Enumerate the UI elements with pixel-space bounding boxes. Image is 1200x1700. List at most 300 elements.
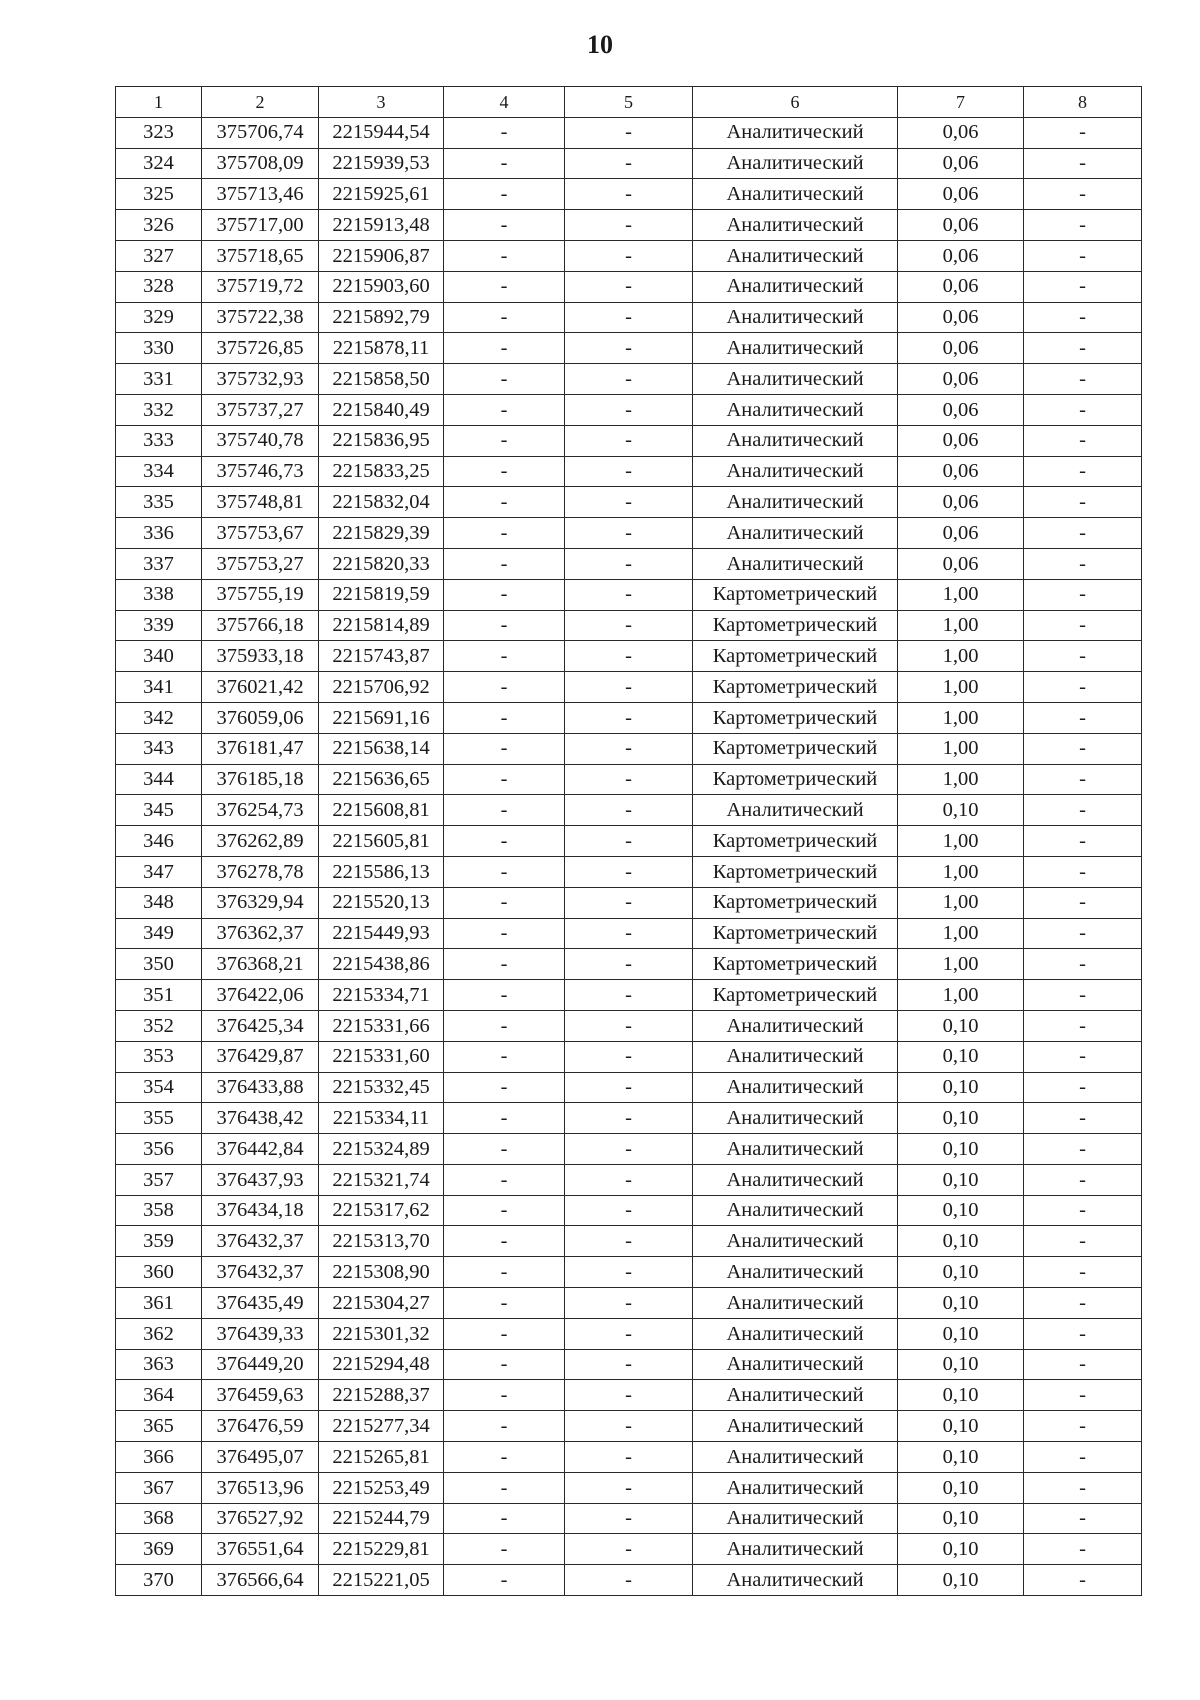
- accuracy-cell: 0,10: [898, 1288, 1024, 1319]
- table-row: [116, 1318, 1142, 1349]
- y-coordinate-cell: 2215878,11: [319, 333, 444, 364]
- method-cell: Аналитический: [693, 179, 898, 210]
- column-8-cell: -: [1024, 1565, 1142, 1596]
- method-cell: Аналитический: [693, 487, 898, 518]
- column-8-cell: -: [1024, 826, 1142, 857]
- table-row: [116, 702, 1142, 733]
- accuracy-cell: 0,10: [898, 1226, 1024, 1257]
- accuracy-cell: 0,06: [898, 364, 1024, 395]
- column-5-cell: -: [565, 949, 693, 980]
- table-row: [116, 364, 1142, 395]
- y-coordinate-cell: 2215304,27: [319, 1288, 444, 1319]
- method-cell: Аналитический: [693, 1442, 898, 1473]
- y-coordinate-cell: 2215308,90: [319, 1257, 444, 1288]
- column-8-cell: -: [1024, 887, 1142, 918]
- column-4-cell: -: [444, 1010, 565, 1041]
- column-8-cell: -: [1024, 641, 1142, 672]
- column-4-cell: -: [444, 672, 565, 703]
- accuracy-cell: 0,10: [898, 1442, 1024, 1473]
- column-5-cell: -: [565, 918, 693, 949]
- y-coordinate-cell: 2215520,13: [319, 887, 444, 918]
- x-coordinate-cell: 375708,09: [202, 148, 319, 179]
- column-5-cell: -: [565, 1534, 693, 1565]
- column-5-cell: -: [565, 518, 693, 549]
- x-coordinate-cell: 376476,59: [202, 1411, 319, 1442]
- x-coordinate-cell: 376495,07: [202, 1442, 319, 1473]
- y-coordinate-cell: 2215331,66: [319, 1010, 444, 1041]
- column-8-cell: -: [1024, 1195, 1142, 1226]
- point-number-cell: 340: [116, 641, 202, 672]
- method-cell: Картометрический: [693, 856, 898, 887]
- x-coordinate-cell: 375748,81: [202, 487, 319, 518]
- y-coordinate-cell: 2215332,45: [319, 1072, 444, 1103]
- column-4-cell: -: [444, 702, 565, 733]
- column-5-cell: -: [565, 302, 693, 333]
- column-8-cell: -: [1024, 610, 1142, 641]
- y-coordinate-cell: 2215913,48: [319, 210, 444, 241]
- point-number-cell: 338: [116, 579, 202, 610]
- column-5-cell: -: [565, 1010, 693, 1041]
- column-4-cell: -: [444, 548, 565, 579]
- table-row: [116, 1134, 1142, 1165]
- table-row: [116, 949, 1142, 980]
- column-8-cell: -: [1024, 1288, 1142, 1319]
- accuracy-cell: 0,10: [898, 1195, 1024, 1226]
- accuracy-cell: 1,00: [898, 733, 1024, 764]
- method-cell: Аналитический: [693, 1257, 898, 1288]
- accuracy-cell: 0,10: [898, 1534, 1024, 1565]
- point-number-cell: 328: [116, 271, 202, 302]
- point-number-cell: 355: [116, 1103, 202, 1134]
- point-number-cell: 365: [116, 1411, 202, 1442]
- accuracy-cell: 0,06: [898, 117, 1024, 148]
- accuracy-cell: 1,00: [898, 610, 1024, 641]
- x-coordinate-cell: 375719,72: [202, 271, 319, 302]
- column-5-cell: -: [565, 610, 693, 641]
- point-number-cell: 327: [116, 240, 202, 271]
- column-4-cell: -: [444, 1472, 565, 1503]
- x-coordinate-cell: 376513,96: [202, 1472, 319, 1503]
- method-cell: Аналитический: [693, 1072, 898, 1103]
- column-8-cell: -: [1024, 302, 1142, 333]
- x-coordinate-cell: 376059,06: [202, 702, 319, 733]
- table-row: [116, 1565, 1142, 1596]
- method-cell: Аналитический: [693, 1164, 898, 1195]
- column-5-cell: -: [565, 1072, 693, 1103]
- column-8-cell: -: [1024, 548, 1142, 579]
- table-row: [116, 148, 1142, 179]
- y-coordinate-cell: 2215892,79: [319, 302, 444, 333]
- table-row: [116, 425, 1142, 456]
- column-4-cell: -: [444, 949, 565, 980]
- column-8-cell: -: [1024, 1072, 1142, 1103]
- table-row: [116, 271, 1142, 302]
- x-coordinate-cell: 376434,18: [202, 1195, 319, 1226]
- y-coordinate-cell: 2215317,62: [319, 1195, 444, 1226]
- accuracy-cell: 0,06: [898, 240, 1024, 271]
- column-4-cell: -: [444, 980, 565, 1011]
- table-row: [116, 1380, 1142, 1411]
- table-row: [116, 1257, 1142, 1288]
- column-8-cell: -: [1024, 980, 1142, 1011]
- point-number-cell: 347: [116, 856, 202, 887]
- accuracy-cell: 0,06: [898, 271, 1024, 302]
- table-row: [116, 826, 1142, 857]
- point-number-cell: 363: [116, 1349, 202, 1380]
- accuracy-cell: 0,10: [898, 1565, 1024, 1596]
- y-coordinate-cell: 2215706,92: [319, 672, 444, 703]
- point-number-cell: 359: [116, 1226, 202, 1257]
- table-row: [116, 980, 1142, 1011]
- method-cell: Аналитический: [693, 1565, 898, 1596]
- x-coordinate-cell: 376329,94: [202, 887, 319, 918]
- table-row: [116, 548, 1142, 579]
- column-8-cell: -: [1024, 518, 1142, 549]
- column-8-cell: -: [1024, 394, 1142, 425]
- accuracy-cell: 0,06: [898, 333, 1024, 364]
- column-8-cell: -: [1024, 425, 1142, 456]
- column-5-cell: -: [565, 179, 693, 210]
- y-coordinate-cell: 2215313,70: [319, 1226, 444, 1257]
- column-8-cell: -: [1024, 271, 1142, 302]
- x-coordinate-cell: 376021,42: [202, 672, 319, 703]
- x-coordinate-cell: 376435,49: [202, 1288, 319, 1319]
- y-coordinate-cell: 2215820,33: [319, 548, 444, 579]
- accuracy-cell: 1,00: [898, 826, 1024, 857]
- method-cell: Аналитический: [693, 1041, 898, 1072]
- column-header: 2: [202, 87, 319, 118]
- point-number-cell: 323: [116, 117, 202, 148]
- header-row: [116, 87, 1142, 118]
- column-4-cell: -: [444, 1534, 565, 1565]
- column-header: 1: [116, 87, 202, 118]
- x-coordinate-cell: 376185,18: [202, 764, 319, 795]
- column-5-cell: -: [565, 240, 693, 271]
- column-5-cell: -: [565, 1226, 693, 1257]
- x-coordinate-cell: 376566,64: [202, 1565, 319, 1596]
- y-coordinate-cell: 2215294,48: [319, 1349, 444, 1380]
- method-cell: Аналитический: [693, 1195, 898, 1226]
- table-row: [116, 179, 1142, 210]
- table-row: [116, 641, 1142, 672]
- x-coordinate-cell: 375737,27: [202, 394, 319, 425]
- table-row: [116, 1072, 1142, 1103]
- x-coordinate-cell: 376432,37: [202, 1226, 319, 1257]
- column-4-cell: -: [444, 240, 565, 271]
- column-5-cell: -: [565, 548, 693, 579]
- column-5-cell: -: [565, 856, 693, 887]
- coordinates-table: [115, 86, 1142, 1596]
- x-coordinate-cell: 376262,89: [202, 826, 319, 857]
- accuracy-cell: 0,10: [898, 1072, 1024, 1103]
- accuracy-cell: 0,10: [898, 1349, 1024, 1380]
- accuracy-cell: 0,10: [898, 1380, 1024, 1411]
- accuracy-cell: 1,00: [898, 579, 1024, 610]
- table-row: [116, 1103, 1142, 1134]
- table-row: [116, 1442, 1142, 1473]
- point-number-cell: 329: [116, 302, 202, 333]
- column-4-cell: -: [444, 1318, 565, 1349]
- column-4-cell: -: [444, 1411, 565, 1442]
- x-coordinate-cell: 375722,38: [202, 302, 319, 333]
- column-5-cell: -: [565, 487, 693, 518]
- column-4-cell: -: [444, 1195, 565, 1226]
- y-coordinate-cell: 2215265,81: [319, 1442, 444, 1473]
- y-coordinate-cell: 2215939,53: [319, 148, 444, 179]
- column-5-cell: -: [565, 1288, 693, 1319]
- accuracy-cell: 0,10: [898, 1103, 1024, 1134]
- method-cell: Аналитический: [693, 1288, 898, 1319]
- column-header: 3: [319, 87, 444, 118]
- y-coordinate-cell: 2215638,14: [319, 733, 444, 764]
- column-5-cell: -: [565, 1103, 693, 1134]
- column-5-cell: -: [565, 271, 693, 302]
- x-coordinate-cell: 376362,37: [202, 918, 319, 949]
- x-coordinate-cell: 376422,06: [202, 980, 319, 1011]
- column-4-cell: -: [444, 425, 565, 456]
- y-coordinate-cell: 2215438,86: [319, 949, 444, 980]
- method-cell: Аналитический: [693, 333, 898, 364]
- point-number-cell: 341: [116, 672, 202, 703]
- accuracy-cell: 0,10: [898, 1041, 1024, 1072]
- point-number-cell: 349: [116, 918, 202, 949]
- column-8-cell: -: [1024, 179, 1142, 210]
- column-8-cell: -: [1024, 1380, 1142, 1411]
- column-4-cell: -: [444, 579, 565, 610]
- column-4-cell: -: [444, 333, 565, 364]
- column-4-cell: -: [444, 795, 565, 826]
- point-number-cell: 356: [116, 1134, 202, 1165]
- x-coordinate-cell: 376433,88: [202, 1072, 319, 1103]
- column-8-cell: -: [1024, 1164, 1142, 1195]
- column-8-cell: -: [1024, 1041, 1142, 1072]
- column-5-cell: -: [565, 1257, 693, 1288]
- column-8-cell: -: [1024, 1472, 1142, 1503]
- column-5-cell: -: [565, 148, 693, 179]
- x-coordinate-cell: 375755,19: [202, 579, 319, 610]
- y-coordinate-cell: 2215244,79: [319, 1503, 444, 1534]
- column-4-cell: -: [444, 364, 565, 395]
- y-coordinate-cell: 2215334,71: [319, 980, 444, 1011]
- column-4-cell: -: [444, 1257, 565, 1288]
- x-coordinate-cell: 376442,84: [202, 1134, 319, 1165]
- point-number-cell: 332: [116, 394, 202, 425]
- x-coordinate-cell: 375732,93: [202, 364, 319, 395]
- table-row: [116, 456, 1142, 487]
- y-coordinate-cell: 2215819,59: [319, 579, 444, 610]
- x-coordinate-cell: 376437,93: [202, 1164, 319, 1195]
- table-body: [116, 117, 1142, 1595]
- column-5-cell: -: [565, 1503, 693, 1534]
- method-cell: Аналитический: [693, 1318, 898, 1349]
- table-row: [116, 333, 1142, 364]
- column-8-cell: -: [1024, 1257, 1142, 1288]
- accuracy-cell: 0,10: [898, 1164, 1024, 1195]
- y-coordinate-cell: 2215253,49: [319, 1472, 444, 1503]
- column-4-cell: -: [444, 179, 565, 210]
- y-coordinate-cell: 2215324,89: [319, 1134, 444, 1165]
- x-coordinate-cell: 376181,47: [202, 733, 319, 764]
- table-row: [116, 1503, 1142, 1534]
- point-number-cell: 342: [116, 702, 202, 733]
- accuracy-cell: 1,00: [898, 641, 1024, 672]
- method-cell: Аналитический: [693, 1411, 898, 1442]
- accuracy-cell: 1,00: [898, 764, 1024, 795]
- column-4-cell: -: [444, 302, 565, 333]
- column-8-cell: -: [1024, 364, 1142, 395]
- method-cell: Картометрический: [693, 949, 898, 980]
- accuracy-cell: 0,10: [898, 1134, 1024, 1165]
- table-row: [116, 1195, 1142, 1226]
- y-coordinate-cell: 2215906,87: [319, 240, 444, 271]
- x-coordinate-cell: 375766,18: [202, 610, 319, 641]
- y-coordinate-cell: 2215301,32: [319, 1318, 444, 1349]
- method-cell: Аналитический: [693, 548, 898, 579]
- column-5-cell: -: [565, 826, 693, 857]
- x-coordinate-cell: 376439,33: [202, 1318, 319, 1349]
- column-8-cell: -: [1024, 1411, 1142, 1442]
- method-cell: Аналитический: [693, 1226, 898, 1257]
- x-coordinate-cell: 375746,73: [202, 456, 319, 487]
- y-coordinate-cell: 2215836,95: [319, 425, 444, 456]
- table-row: [116, 918, 1142, 949]
- column-8-cell: -: [1024, 487, 1142, 518]
- column-4-cell: -: [444, 887, 565, 918]
- point-number-cell: 325: [116, 179, 202, 210]
- column-8-cell: -: [1024, 1442, 1142, 1473]
- column-4-cell: -: [444, 117, 565, 148]
- method-cell: Картометрический: [693, 764, 898, 795]
- y-coordinate-cell: 2215605,81: [319, 826, 444, 857]
- accuracy-cell: 0,06: [898, 302, 1024, 333]
- accuracy-cell: 0,10: [898, 795, 1024, 826]
- accuracy-cell: 0,10: [898, 1472, 1024, 1503]
- accuracy-cell: 0,10: [898, 1318, 1024, 1349]
- column-4-cell: -: [444, 1041, 565, 1072]
- method-cell: Аналитический: [693, 456, 898, 487]
- table-row: [116, 518, 1142, 549]
- column-4-cell: -: [444, 1072, 565, 1103]
- point-number-cell: 331: [116, 364, 202, 395]
- table-row: [116, 1041, 1142, 1072]
- column-8-cell: -: [1024, 1349, 1142, 1380]
- accuracy-cell: 0,06: [898, 210, 1024, 241]
- accuracy-cell: 0,06: [898, 487, 1024, 518]
- accuracy-cell: 0,10: [898, 1010, 1024, 1041]
- column-4-cell: -: [444, 487, 565, 518]
- method-cell: Картометрический: [693, 702, 898, 733]
- y-coordinate-cell: 2215449,93: [319, 918, 444, 949]
- x-coordinate-cell: 376438,42: [202, 1103, 319, 1134]
- table-row: [116, 887, 1142, 918]
- column-8-cell: -: [1024, 333, 1142, 364]
- table-row: [116, 733, 1142, 764]
- y-coordinate-cell: 2215840,49: [319, 394, 444, 425]
- column-4-cell: -: [444, 733, 565, 764]
- y-coordinate-cell: 2215691,16: [319, 702, 444, 733]
- column-5-cell: -: [565, 1472, 693, 1503]
- table-row: [116, 856, 1142, 887]
- method-cell: Аналитический: [693, 394, 898, 425]
- accuracy-cell: 0,06: [898, 394, 1024, 425]
- column-4-cell: -: [444, 148, 565, 179]
- point-number-cell: 344: [116, 764, 202, 795]
- method-cell: Картометрический: [693, 826, 898, 857]
- column-5-cell: -: [565, 333, 693, 364]
- point-number-cell: 339: [116, 610, 202, 641]
- column-5-cell: -: [565, 1411, 693, 1442]
- column-4-cell: -: [444, 210, 565, 241]
- x-coordinate-cell: 375933,18: [202, 641, 319, 672]
- column-4-cell: -: [444, 1565, 565, 1596]
- table-row: [116, 1349, 1142, 1380]
- method-cell: Картометрический: [693, 579, 898, 610]
- point-number-cell: 346: [116, 826, 202, 857]
- point-number-cell: 343: [116, 733, 202, 764]
- method-cell: Аналитический: [693, 795, 898, 826]
- point-number-cell: 366: [116, 1442, 202, 1473]
- column-5-cell: -: [565, 1349, 693, 1380]
- table-row: [116, 487, 1142, 518]
- column-5-cell: -: [565, 1318, 693, 1349]
- accuracy-cell: 1,00: [898, 702, 1024, 733]
- point-number-cell: 334: [116, 456, 202, 487]
- column-8-cell: -: [1024, 1010, 1142, 1041]
- x-coordinate-cell: 375717,00: [202, 210, 319, 241]
- x-coordinate-cell: 375726,85: [202, 333, 319, 364]
- method-cell: Аналитический: [693, 117, 898, 148]
- point-number-cell: 348: [116, 887, 202, 918]
- point-number-cell: 357: [116, 1164, 202, 1195]
- method-cell: Аналитический: [693, 1380, 898, 1411]
- accuracy-cell: 1,00: [898, 856, 1024, 887]
- column-8-cell: -: [1024, 1534, 1142, 1565]
- column-5-cell: -: [565, 672, 693, 703]
- table-row: [116, 579, 1142, 610]
- method-cell: Аналитический: [693, 1134, 898, 1165]
- column-8-cell: -: [1024, 795, 1142, 826]
- point-number-cell: 335: [116, 487, 202, 518]
- point-number-cell: 364: [116, 1380, 202, 1411]
- accuracy-cell: 1,00: [898, 672, 1024, 703]
- point-number-cell: 333: [116, 425, 202, 456]
- column-5-cell: -: [565, 210, 693, 241]
- point-number-cell: 350: [116, 949, 202, 980]
- point-number-cell: 353: [116, 1041, 202, 1072]
- column-5-cell: -: [565, 1380, 693, 1411]
- x-coordinate-cell: 375718,65: [202, 240, 319, 271]
- accuracy-cell: 0,06: [898, 518, 1024, 549]
- accuracy-cell: 0,06: [898, 179, 1024, 210]
- column-8-cell: -: [1024, 856, 1142, 887]
- x-coordinate-cell: 376368,21: [202, 949, 319, 980]
- y-coordinate-cell: 2215829,39: [319, 518, 444, 549]
- method-cell: Аналитический: [693, 148, 898, 179]
- y-coordinate-cell: 2215586,13: [319, 856, 444, 887]
- point-number-cell: 362: [116, 1318, 202, 1349]
- page-number: 10: [587, 30, 613, 59]
- column-4-cell: -: [444, 1380, 565, 1411]
- column-4-cell: -: [444, 1103, 565, 1134]
- column-5-cell: -: [565, 425, 693, 456]
- column-4-cell: -: [444, 1503, 565, 1534]
- table-row: [116, 672, 1142, 703]
- x-coordinate-cell: 376278,78: [202, 856, 319, 887]
- table-row: [116, 1010, 1142, 1041]
- table-row: [116, 117, 1142, 148]
- column-header: 6: [693, 87, 898, 118]
- column-5-cell: -: [565, 456, 693, 487]
